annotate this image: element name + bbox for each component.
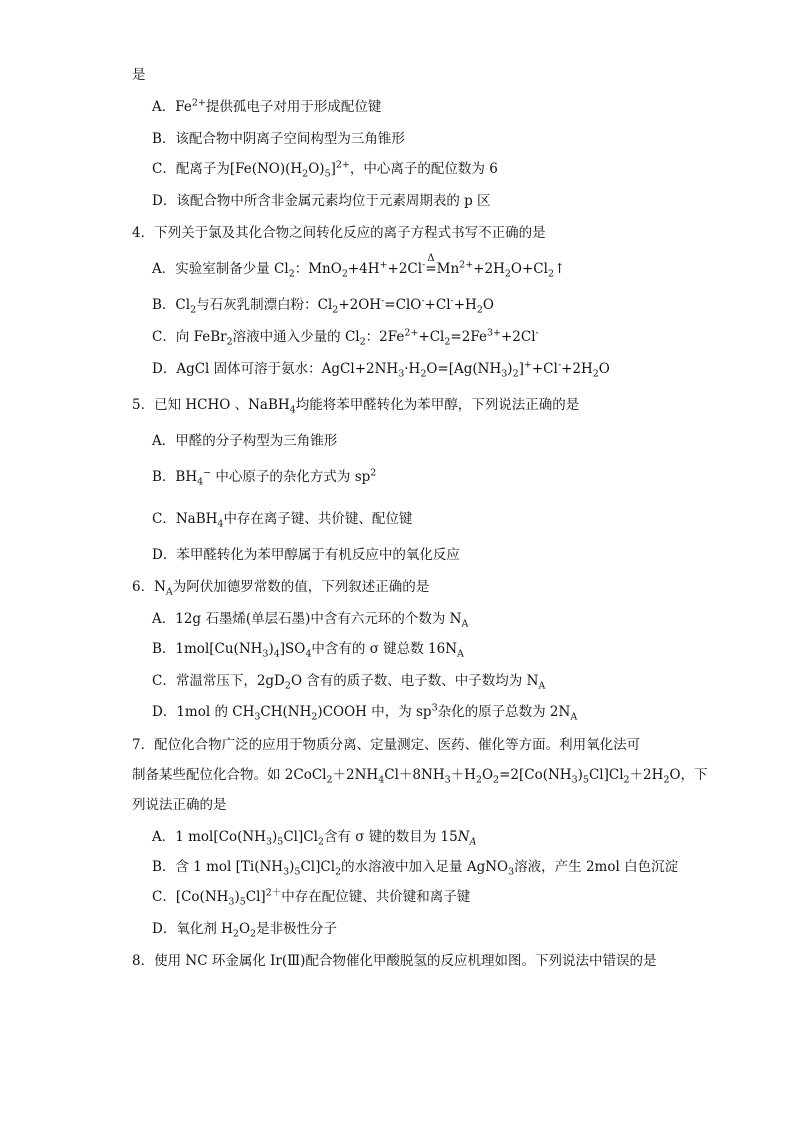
q4-option-c: C．向 FeBr$_2$溶液中通入少量的 $Cl_2$：$2Fe^{2+}+Cl_2=2Fe^{3+}+2Cl^-$: [152, 327, 539, 348]
question-6-stem: 6．$N_A$为阿伏加德罗常数的值，下列叙述正确的是: [132, 579, 430, 598]
question-5-stem: 5．已知 HCHO 、NaBH$_4$均能将苯甲醛转化为苯甲醇，下列说法正确的是: [132, 397, 580, 416]
question-7-stem-line-2: 制备某些配位化合物。如 $2CoCl_2+2NH_4Cl+8NH_3+H_2O_2=2[Co(NH_3)_5Cl]Cl_2+2H_2O$，下: [132, 767, 708, 786]
q6-option-b: B．$1mol[Cu(NH_3)_4]SO_4$中含有的 σ 键总数 $16N_A$: [152, 641, 464, 660]
heating-condition: Δ =: [425, 253, 437, 277]
q5-option-b: B．$BH_4^-$ 中心原子的杂化方式为 $sp^2$: [152, 467, 377, 488]
q7-option-c: C．$[Co(NH_3)_5Cl]^{2+}$中存在配位键、共价键和离子键: [152, 887, 471, 908]
q4-option-d: D．AgCl 固体可溶于氨水：$AgCl+2NH_3\cdot H_2O=[Ag(NH_3)_2]^++Cl^-+2H_2O$: [152, 359, 610, 380]
question-7-stem-line-1: 7．配位化合物广泛的应用于物质分离、定量测定、医药、催化等方面。利用氧化法可: [132, 737, 641, 753]
q5-option-d: D．苯甲醛转化为苯甲醇属于有机反应中的氧化反应: [152, 547, 460, 563]
question-3-tail: 是: [132, 67, 146, 83]
q6-option-d: D．1mol 的 $CH_3CH(NH_2)COOH$ 中，为 $sp^3$杂化的原子总数为 $2N_A$: [152, 702, 578, 723]
q7-option-b: B．含 1 mol $[Ti(NH_3)_5Cl]Cl_2$的水溶液中加入足量 AgNO$_3$溶液，产生 2mol 白色沉淀: [152, 859, 679, 878]
q4-option-a: A．实验室制备少量 $Cl_2$：MnO$_2$+4H++2Cl- Δ $=Mn^{2+}+2H_2O+Cl_2↑$: [152, 253, 566, 280]
q6-option-c: C．常温常压下，$2gD_2O$ 含有的质子数、电子数、中子数均为 $N_A$: [152, 673, 546, 692]
q4-option-b: B．$Cl_2$与石灰乳制漂白粉：$Cl_2+2OH^-=ClO^-+Cl^-+H_2O$: [152, 295, 494, 316]
q3-option-d: D．该配合物中所含非金属元素均位于元素周期表的 p 区: [152, 193, 491, 209]
q6-option-a: A．12g 石墨烯(单层石墨)中含有六元环的个数为 $N_A$: [152, 611, 469, 630]
q3-option-a: A．$Fe^{2+}$提供孤电子对用于形成配位键: [152, 97, 382, 115]
question-4-stem: 4．下列关于氯及其化合物之间转化反应的离子方程式书写不正确的是: [132, 225, 546, 241]
q3-option-c: C．配离子为$[Fe(NO)(H_2O)_5]^{2+}$，中心离子的配位数为 6: [152, 159, 498, 180]
q5-option-a: A．甲醛的分子构型为三角锥形: [152, 433, 338, 449]
question-8-stem: 8．使用 NC 环金属化 Ir(Ⅲ)配合物催化甲酸脱氢的反应机理如图。下列说法中错误的是: [132, 953, 657, 969]
question-7-stem-line-3: 列说法正确的是: [132, 797, 227, 813]
q7-option-d: D．氧化剂 $H_2O_2$是非极性分子: [152, 921, 338, 940]
q5-option-c: C．NaBH$_4$中存在离子键、共价键、配位键: [152, 511, 413, 530]
q7-option-a: A．1 $mol[Co(NH_3)_5Cl]Cl_2$含有 σ 键的数目为 $15N_A$: [152, 829, 477, 848]
q3-option-b: B．该配合物中阴离子空间构型为三角锥形: [152, 131, 405, 147]
